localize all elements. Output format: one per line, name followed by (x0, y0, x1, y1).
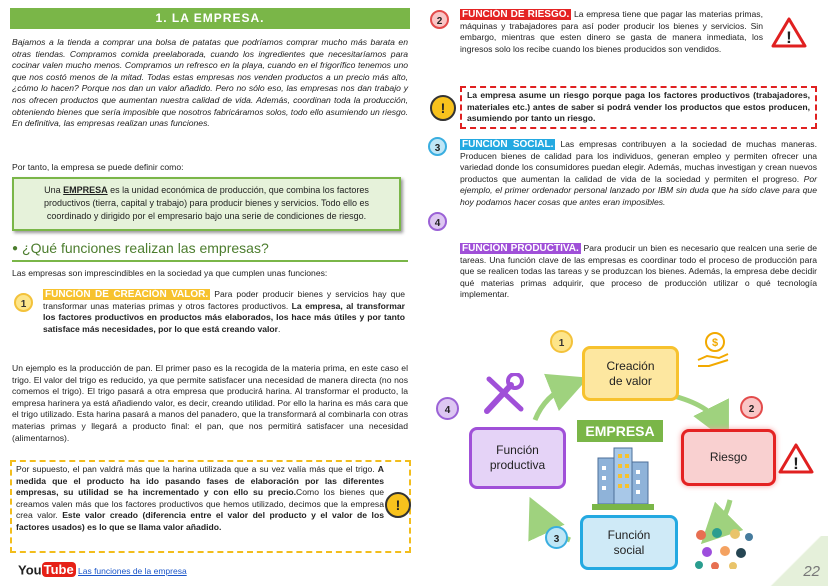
node-1-line-2: de valor (609, 373, 652, 388)
definition-text: es la unidad económica de producción, que combina los factores productivos (tierra, capital y trabajo) para producir bienes y servicios. Todo ello es coordinado y dirigido por el empresario bajo una serie de condiciones de riesgo. (44, 185, 369, 221)
risk-box: La empresa asume un riesgo porque paga los factores productivos (trabajadores, materiales etc.) antes de saber si podrá vender los productos que estos producen, asumiendo por tanto un riesgo. (460, 86, 817, 129)
attention-icon: ! (385, 492, 411, 518)
function-2-text: La empresa tiene que pagar las materias primas, máquinas y trabajadores para así poder producir los bienes y servicios. Sin embargo, mientras que esten dinero se gasta de manera inmediata, los ingresos solo los recibe cuando los bienes producidos son vendidos. (460, 9, 763, 54)
intro-paragraph: Bajamos a la tienda a comprar una bolsa de patatas que podríamos comprar mucho más barata en otras tiendas. Compramos comida preelaborada, cuando los ingredientes que necesitaríamos para cocinar valen mucho menos. Compramos un refresco en la playa, cuando en el frigorífico tenemos uno que nos costó menos de la mitad. Todas estas empresas nos venden productos a un precio más alto, ¿cómo lo hacen? Porque nos dan un valor añadido. Pero no sólo eso, las empresas nos dan trabajo y nos ofrecen productos que aumentan nuestra calidad de vida. Además, coordinan toda la producción, obteniendo bienes que sería imposible que nosotros fabricáramos solos, todo ello asumiendo un riesgo. En definitiva, las empresas realizan unas funciones. (12, 37, 408, 129)
people-group-icon (693, 527, 755, 569)
node-4-line-2: productiva (489, 458, 546, 472)
function-1-text: Para poder producir bienes y servicios hay que transformar unas materias primas y otros factores productivos. (43, 289, 405, 311)
youtube-logo-you: You (18, 562, 42, 578)
por-tanto-text: Por tanto, la empresa se puede definir como: (12, 162, 184, 172)
subheading (12, 240, 408, 262)
yb-bold-1: A medida que el producto ha ido pasando fases de elaboración por las diferentes empresas, su utilidad se ha incrementado y con ello su precio. (16, 464, 384, 498)
sub-intro: Las empresas son imprescindibles en la sociedad ya que cumplen unas funciones: (12, 268, 328, 278)
function-3-italic: Por ejemplo, el primer ordenador personal lanzado por IBM sin duda que ha sido clave para que hoy podamos hacer cosas que antes eran imposibles. (460, 173, 817, 207)
function-1-bold: La empresa, al transformar los factores productivos en productos más elaborados, los hace más útiles y por tanto satisface más necesidades, por lo que está creando valor (43, 300, 405, 334)
function-2-title: FUNCIÓN DE RIESGO. (462, 9, 570, 20)
tools-icon (481, 373, 527, 415)
node-3-line-1: Función (607, 527, 651, 542)
page-number: 22 (803, 563, 820, 580)
function-4-badge-small: 4 (428, 212, 447, 231)
function-3-title: FUNCIÓN SOCIAL. (462, 139, 554, 150)
youtube-logo-tube: Tube (43, 562, 74, 578)
diagram-badge-4: 4 (436, 397, 459, 420)
node-funcion-social (580, 515, 678, 570)
building-icon (592, 444, 654, 512)
diagram-badge-1: 1 (550, 330, 573, 353)
node-funcion-productiva (469, 427, 566, 489)
function-1-paragraph (43, 289, 405, 335)
bullet-icon: ● (12, 243, 19, 254)
definition-box (12, 177, 401, 231)
page-corner (766, 536, 828, 586)
node-2-label: Riesgo (709, 450, 748, 464)
definition-term: EMPRESA (63, 185, 108, 195)
function-1-title: FUNCIÓN DE CREACIÓN VALOR. (45, 289, 209, 300)
diagram-warning-icon (778, 442, 814, 474)
subheading-text: ¿Qué funciones realizan las empresas? (22, 240, 269, 256)
yb-text-1: Por supuesto, el pan valdrá más que la harina utilizada que a su vez valía más que el trigo. (16, 464, 378, 474)
arrow-1-to-2 (670, 395, 720, 425)
valor-anadido-box (10, 460, 411, 553)
svg-text:$: $ (711, 337, 719, 349)
function-1-badge: 1 (14, 293, 33, 312)
node-riesgo (681, 429, 776, 486)
function-3-text: Las empresas contribuyen a la sociedad de muchas maneras. Producen bienes de calidad para los individuos, generan empleo y permiten ofrecer una variedad donde los consumidores puedan elegir. Además, muchas investigan y crean nuevos productos que aumentan la calidad de vida de la sociedad y permiten el progreso. (460, 139, 817, 184)
function-1-end: . (278, 323, 281, 334)
function-4-title: FUNCIÓN PRODUCTIVA. (462, 243, 579, 254)
definition-pre: Una (44, 185, 64, 195)
youtube-logo[interactable] (18, 561, 76, 581)
warning-triangle-icon (771, 16, 807, 48)
function-3-paragraph (460, 139, 817, 209)
risk-attention-icon: ! (430, 95, 456, 121)
svg-text:!: ! (793, 454, 799, 473)
money-hand-icon (695, 330, 731, 370)
node-4-line-1: Función (496, 443, 539, 457)
function-2-badge: 2 (430, 10, 449, 29)
youtube-video-link[interactable]: Las funciones de la empresa (78, 566, 187, 576)
yb-text-2: Como los bienes que creamos valen más que los factores productivos que hemos utilizado, decimos que la empresa crea valor. (16, 487, 384, 521)
empresa-label: EMPRESA (577, 420, 663, 442)
function-4-paragraph (460, 243, 817, 301)
section-header: 1. LA EMPRESA. (10, 8, 410, 29)
diagram-badge-3: 3 (545, 526, 568, 549)
function-4-text: Para producir un bien es necesario que realcen una serie de tareas. Una función clave de las empresas es coordinar todo el proceso de producción para que se realicen todas las tareas y se produzcan los bienes. Además, la empresa debe decidir qué materias primas adquirir, que proceso de producción utilizar o qué tecnología implementar. (460, 243, 817, 300)
node-1-line-1: Creación (606, 358, 655, 373)
example-paragraph: Un ejemplo es la producción de pan. El primer paso es la recogida de la materia prima, en este caso el trigo. El valor del trigo es reducido, ya que permite satisfacer una necesidad de manera directa (no nos comemos el trigo). El trigo pasará a otra empresa que producirá harina. Al transformar el producto, la empresa harinera ya está añadiendo valor, es decir, creando utilidad. Por ello la harina es más cara que el trigo utilizado. Esta harina pasará a manos del panadero, que la transformará al combinarla con otras materias primas y llegará a producto final: el pan, que nos permitirá satisfacer una necesidad (alimentarnos). (12, 363, 408, 443)
function-2-paragraph (460, 9, 763, 55)
valor-anadido-text (16, 464, 384, 534)
diagram-badge-2: 2 (740, 396, 763, 419)
arrow-2-to-3 (715, 500, 730, 530)
arrow-4-to-1 (535, 385, 570, 420)
node-3-line-2: social (613, 542, 645, 557)
function-3-badge: 3 (428, 137, 447, 156)
yb-bold-2: Este valor creado (diferencia entre el valor del producto y el valor de los factores usados) es lo que se llama valor añadido. (16, 510, 384, 532)
svg-text:!: ! (786, 28, 792, 47)
node-creacion-valor (582, 346, 679, 401)
